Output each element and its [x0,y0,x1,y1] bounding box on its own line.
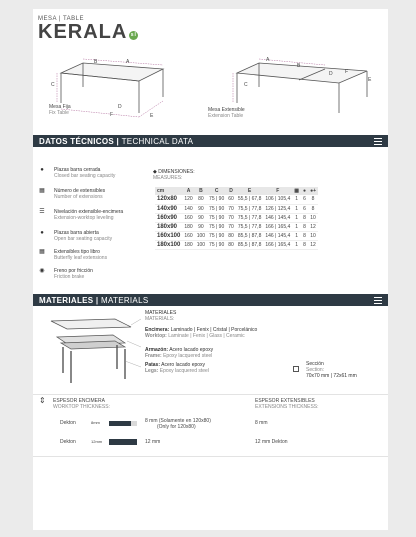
frame-material: Armazón: Acero lacado epoxy Frame: Epoxy lacquered steel [145,347,214,359]
worktop-thickness-title: ESPESOR ENCIMERA WORKTOP THICKNESS: [53,398,110,410]
ext-dim-letter-a: A [266,57,270,63]
thickness-row-name: Dekton [60,420,76,426]
table-header-row [155,187,318,195]
materials-title-en: MATERIALS [101,296,149,305]
materials-band: MATERIALES | MATERIALS [33,294,388,306]
section-material: Sección Section: 70x70 mm | 72x61 mm [306,361,357,379]
divider [33,456,388,457]
thickness-row-small: 8mm [91,420,100,425]
table-cell: 8 [301,231,308,240]
thickness-arrow-icon: ⇕ [39,396,46,405]
brand-name: KERALA [38,21,128,43]
table-row [155,195,318,204]
grid-icon: ▦ [39,188,45,194]
menu-icon[interactable] [374,297,382,306]
table-cell: 146 | 145,4 [265,214,291,221]
person-plus-icon: ● [40,230,44,236]
col-e: E [236,187,264,195]
thickness-bar-12mm [109,439,137,445]
table-cell: 8 [308,204,318,213]
thickness-row-name: Dekton [60,439,76,445]
table-cell: 8 [301,213,308,222]
table-cell: 75 | 90 [209,223,225,230]
table-cell: 1 [292,231,301,240]
table-cell: 1 [292,204,301,213]
technical-title: DATOS TÉCNICOS [39,137,115,146]
col-d: D [226,187,236,195]
dim-letter-b: B [94,59,98,65]
col-a: A [182,187,194,195]
table-cell: 90 [195,213,207,222]
table-cell: 180 [184,223,193,230]
butterfly-leaf-icon: ▦ [39,249,45,255]
product-sheet [33,9,388,530]
size-cell: 180x100 [157,241,181,248]
table-cell: 75 | 90 [209,214,225,221]
table-cell: 1 [292,213,301,222]
brand-title [38,22,138,42]
table-cell: 166 | 165,4 [265,241,291,248]
ext-dim-letter-c: C [244,82,248,88]
dim-letter-e: E [150,113,154,119]
table-cell: 146 | 145,4 [265,232,291,239]
extension-table-caption: Mesa Extensible Extension Table [208,107,245,119]
table-cell: 75,5 | 77,8 [237,214,262,221]
extension-thickness-title: ESPESOR EXTENSIBLES EXTENSIONS THICKNESS: [255,398,319,410]
table-row [155,213,318,222]
table-cell: 1 [292,240,301,249]
table-cell: 120 [184,196,193,203]
table-cell: 80 [228,241,234,248]
table-cell: 8 [308,195,318,204]
materials-title: MATERIALES [39,296,94,305]
ext-dim-letter-e: E [368,77,372,83]
table-row [155,240,318,249]
table-cell: 106 | 105,4 [265,196,291,203]
dim-letter-d: D [118,104,122,110]
table-cell: 75 | 90 [209,196,225,203]
table-cell: 80 [195,195,207,204]
table-cell: 55,5 | 67,8 [237,196,262,203]
table-cell: 8 [301,222,308,231]
legs-material: Patas: Acero lacado epoxy Legs: Epoxy lacquered steel [145,362,209,374]
table-cell: 100 [196,232,206,239]
header [38,16,138,42]
table-cell: 12 [308,240,318,249]
table-cell: 75 | 90 [209,205,225,212]
dimensions-label: ◆ DIMENSIONES: MEASURES: [153,169,195,181]
thickness-row-value: 12 mm [145,439,161,445]
table-cell: 85,5 | 87,8 [237,232,262,239]
table-cell: 80 [228,232,234,239]
dim-letter-a: A [126,59,130,65]
feature-extensions: ▦ Número de extensibles Number of extensions [39,188,106,200]
table-cell: 10 [308,231,318,240]
list-icon: ☰ [39,209,45,215]
table-cell: 12 [308,222,318,231]
extensions-col-icon: ▦ [294,188,300,194]
ext-dim-letter-d: D [329,71,333,77]
technical-title-en: TECHNICAL DATA [121,137,194,146]
table-cell: 75 | 90 [209,232,225,239]
feature-closed-bar: ● Plazas barra cerrada Closed bar seating capacity [40,167,116,179]
table-cell: 6 [301,195,308,204]
table-cell: 90 [195,222,207,231]
table-cell: 100 [196,241,206,248]
seats-col-icon: ● [303,188,307,194]
materials-heading: MATERIALES MATERIALS: [145,310,177,322]
dim-letter-f: F [110,112,114,118]
table-cell: 90 [195,204,207,213]
thickness-row-value: 8 mm (Solamente en 120x80) (Only for 120x80) [145,418,211,430]
col-cm: cm [155,187,182,195]
table-cell: 160 [184,214,193,221]
extension-thickness-value: 12 mm Dekton [255,439,288,445]
extension-table-drawing [229,51,379,121]
col-c: C [207,187,226,195]
table-cell: 1 [292,222,301,231]
size-cell: 140x90 [155,204,182,213]
technical-data-band: DATOS TÉCNICOS | TECHNICAL DATA [33,135,388,147]
worktop-material: Encimera: Laminado | Fenix | Cristal | Porcelánico Worktop: Laminate | Fenix | Glass | Ceramic [145,327,258,339]
table-cell: 166 | 165,4 [265,223,291,230]
ext-dim-letter-b: B [297,63,301,69]
fixed-table-caption: Mesa Fija Fix Table [49,104,71,116]
section-square-icon [293,366,299,372]
table-cell: 180 [184,241,193,248]
table-row [155,231,318,240]
col-f: F [263,187,292,195]
open-seats-col-icon: ●+ [310,188,317,194]
menu-icon[interactable] [374,138,382,147]
brake-icon: ◉ [39,268,45,274]
table-cell: 10 [308,213,318,222]
col-b: B [195,187,207,195]
header-kicker: MESA | TABLE [38,16,85,22]
table-cell: 140 [184,205,193,212]
size-cell: 180x90 [155,222,182,231]
feature-brake: ◉ Freno por fricción Friction brake [39,268,93,280]
size-cell: 160x90 [155,213,182,222]
dimensions-table [155,187,318,250]
thickness-bar-8mm [109,421,131,426]
table-cell: 70 [228,223,234,230]
person-icon: ● [40,167,44,173]
ext-dim-letter-f: F [345,69,349,75]
table-cell: 6 [301,204,308,213]
table-cell: 126 | 125,4 [265,205,291,212]
table-cell: 75 | 90 [209,241,225,248]
feature-open-bar: ● Plazas barra abierta Open bar seating capacity [40,230,113,242]
table-cell: 70 [228,205,234,212]
divider [33,394,388,395]
table-cell: 60 [228,196,234,203]
badge-icon: sl [130,32,137,38]
ruler-icon: ◆ [153,169,157,175]
table-row [155,204,318,213]
table-row [155,222,318,231]
table-cell: 70 [228,214,234,221]
table-cell: 1 [292,195,301,204]
size-cell: 120x80 [155,195,182,204]
size-cell: 160x100 [157,232,181,239]
table-cell: 75,5 | 77,8 [237,205,262,212]
table-cell: 8 [301,240,308,249]
table-cell: 160 [184,232,193,239]
extension-thickness-value: 8 mm [255,420,268,426]
feature-butterfly: ▦ Extensibles tipo libro Butterfly leaf extensions [39,249,108,261]
thickness-row-small: 12mm [91,439,103,444]
dim-letter-c: C [51,82,55,88]
table-cell: 75,5 | 77,8 [237,223,262,230]
table-cell: 85,5 | 87,8 [237,241,262,248]
exploded-table-drawing [43,311,143,391]
feature-leveling: ☰ Nivelación extensible-encimera Extension-worktop leveling [39,209,124,221]
